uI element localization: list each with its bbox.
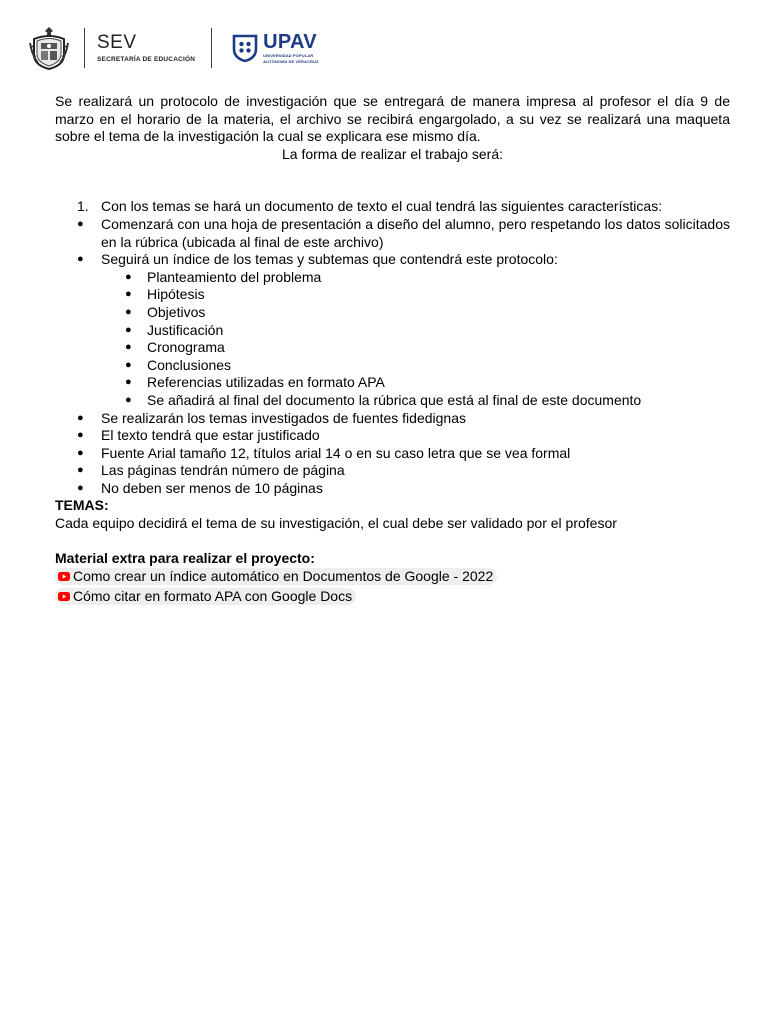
numbered-item-text: Con los temas se hará un documento de texto el cual tendrá las siguientes características: [101,198,663,215]
upav-logo [232,32,318,65]
sub-list-item-text: Referencias utilizadas en formato APA [147,374,385,391]
material-heading: Material extra para realizar el proyecto: [55,549,315,566]
list-item [55,462,730,480]
sub-list-item-text: Cronograma [147,339,225,356]
sub-list-item [55,392,730,410]
list-item-text: Se realizarán los temas investigados de fuentes fidedignas [101,409,466,426]
sub-list-item [55,374,730,392]
bullet-icon: ● [125,376,132,389]
list-item-text: El texto tendrá que estar justificado [101,427,320,444]
bullet-icon: ● [125,358,132,371]
list-number: 1. [77,198,89,215]
sub-list-item [55,322,730,340]
sub-list-item [55,304,730,322]
sev-logo [97,33,195,64]
temas-text: Cada equipo decidirá el tema de su investigación, el cual debe ser validado por el profesor [55,515,617,532]
sev-title: SEV [97,31,137,53]
list-item-text: No deben ser menos de 10 páginas [101,479,323,496]
list-item [55,410,730,428]
sub-list-item [55,339,730,357]
bullet-icon: ● [125,393,132,406]
bullet-icon: ● [77,446,84,459]
bullet-icon: ● [77,253,84,266]
upav-shield-icon [232,34,258,62]
list-item [55,427,730,445]
bullet-icon: ● [125,305,132,318]
bullet-icon: ● [125,270,132,283]
list-item [55,251,730,269]
temas-heading: TEMAS: [55,497,109,514]
bullet-icon: ● [125,288,132,301]
work-method-line: La forma de realizar el trabajo será: [282,145,503,162]
list-item-text: Fuente Arial tamaño 12, títulos arial 14 o en su caso letra que se vea formal [101,444,571,461]
header-logos [28,24,319,72]
sub-list-item-text: Planteamiento del problema [147,268,322,285]
list-item-text: Las páginas tendrán número de página [101,462,345,479]
upav-name: UPAV [263,30,317,53]
sub-list-item-text: Conclusiones [147,356,232,373]
list-item-text: Seguirá un índice de los temas y subtemas que contendrá este protocolo: [101,251,558,268]
youtube-icon [58,572,70,581]
sub-list-item-text: Objetivos [147,303,206,320]
video-link-chip-indice[interactable] [55,568,497,585]
sev-subtitle: SECRETARÍA DE EDUCACIÓN [97,55,196,63]
link-row [55,567,730,587]
sub-list-item-text: Justificación [147,321,224,338]
header-divider [84,28,85,68]
sub-list-item [55,286,730,304]
list-item [55,445,730,463]
sub-list-item [55,269,730,287]
intro-paragraph: Se realizará un protocolo de investigación que se entregará de manera impresa al profesor el día 9 de marzo en el horario de la materia, el archivo se recibirá engargolado, a su vez se realizará una maqueta sobre el tema de la investigación la cual se explicara ese mismo día. [55,93,730,145]
sub-list-item-text: Hipótesis [147,286,205,303]
header-divider [211,28,212,68]
veracruz-seal-icon [28,25,70,71]
video-link-label: Cómo citar en formato APA con Google Docs [73,588,353,605]
youtube-icon [58,592,70,601]
upav-subtitle-line-2: AUTÓNOMA DE VERACRUZ [263,59,319,64]
list-item [55,216,730,251]
bullet-icon: ● [77,429,84,442]
bullet-icon: ● [77,411,84,424]
upav-subtitle-line-1: UNIVERSIDAD POPULAR [263,52,314,58]
bullet-icon: ● [77,481,84,494]
numbered-item [55,198,730,216]
sub-list-item-text: Se añadirá al final del documento la rúbrica que está al final de este documento [147,391,642,408]
bullet-icon: ● [77,464,84,477]
video-link-label: Como crear un índice automático en Documentos de Google - 2022 [73,568,494,585]
bullet-icon: ● [77,217,84,230]
bullet-icon: ● [125,341,132,354]
list-item [55,480,730,498]
link-row [55,587,730,607]
list-item-text: Comenzará con una hoja de presentación a diseño del alumno, pero respetando los datos solicitados en la rúbrica (ubicada al final de este archivo) [101,215,730,250]
document-body [55,93,730,607]
video-link-chip-apa[interactable] [55,588,356,605]
bullet-icon: ● [125,323,132,336]
sub-list-item [55,357,730,375]
